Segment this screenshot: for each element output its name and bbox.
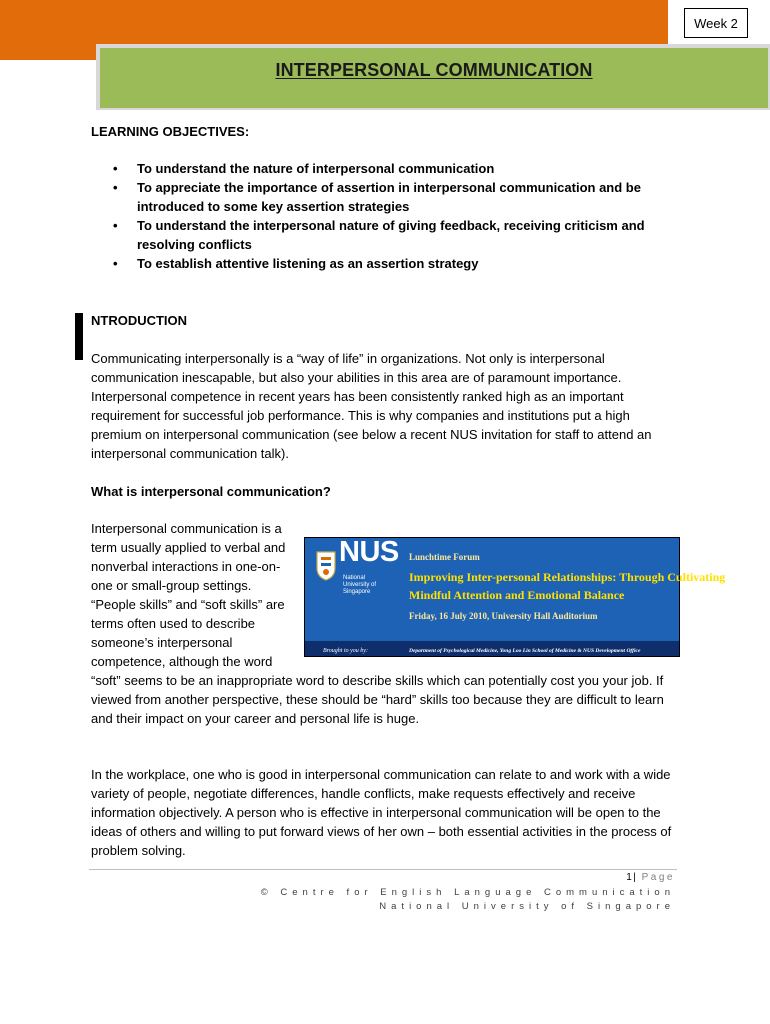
banner-bottom-strip <box>305 641 679 656</box>
page-separator: | <box>633 872 638 883</box>
introduction-paragraph: Communicating interpersonally is a “way of life” in organizations. Not only is interpersonal communication inescapable, but also your abilities in this area are of paramount importance. Interpersonal competence in recent years has been consistently ranked high as an important requirement for successful job performance. This is why companies and institutions put a high premium on interpersonal communication (see below a recent NUS invitation for staff to attend an interpersonal communication talk). <box>91 351 652 461</box>
definition-block <box>91 519 726 728</box>
page-label: Page <box>641 872 675 883</box>
definition-paragraph: Interpersonal communication is a term usually applied to verbal and nonverbal interactions in one-on-one or small-group settings. “People skills” and “soft skills” are terms often used to describe someone’s interpersonal competence, although the word “soft” seems to be an inappropriate word to describe skills which can potentially cost you your job. If viewed from another perspective, these should be “hard” skills too because they are difficult to learn and their impact on your career and personal life is huge. <box>91 521 664 726</box>
introduction-heading: NTRODUCTION <box>91 313 188 328</box>
list-item: • To establish attentive listening as an assertion strategy <box>91 254 671 273</box>
learning-objectives-heading: LEARNING OBJECTIVES: <box>91 124 250 139</box>
banner-title-line-1: Improving Inter-personal Relationships: Through Cultivating <box>409 570 726 584</box>
nus-logo-subtitle: National University of Singapore <box>343 575 377 595</box>
title-bar <box>100 48 768 108</box>
workplace-paragraph: In the workplace, one who is good in interpersonal communication can relate to and work with a wide variety of people, negotiate differences, handle conflicts, make requests effectively and receive information objectively. A person who is effective in interpersonal communication will be open to the ideas of others and willing to put forward views of her own – both essential activities in the process of problem solving. <box>91 767 672 858</box>
footer-page-number <box>400 872 675 883</box>
objectives-list <box>91 159 671 273</box>
nus-crest-icon <box>315 550 337 582</box>
list-item: • To appreciate the importance of assertion in interpersonal communication and be introduced to some key assertion strategies <box>91 178 671 216</box>
dropcap-letter-i <box>75 313 83 360</box>
footer-university: National University of Singapore <box>379 901 675 912</box>
page-title: INTERPERSONAL COMMUNICATION <box>275 59 593 80</box>
banner-date: Friday, 16 July 2010, University Hall Auditorium <box>409 611 598 621</box>
nus-lunchtime-forum-banner <box>304 536 726 657</box>
banner-title-line-2: Mindful Attention and Emotional Balance <box>409 588 625 602</box>
banner-brought-by: Brought to you by: <box>323 648 368 654</box>
definition-heading: What is interpersonal communication? <box>91 484 331 499</box>
footer-centre: © Centre for English Language Communication <box>260 887 675 898</box>
footer-divider <box>89 869 677 870</box>
banner-wrapper <box>304 521 726 658</box>
page-number: 1 <box>626 872 634 883</box>
list-item: • To understand the nature of interpersonal communication <box>91 159 671 178</box>
banner-forum-label: Lunchtime Forum <box>409 552 480 562</box>
list-item: • To understand the interpersonal nature of giving feedback, receiving criticism and resolving conflicts <box>91 216 671 254</box>
nus-logo-text: NUS <box>339 536 399 568</box>
banner-organisers: Department of Psychological Medicine, Yong Loo Lin School of Medicine & NUS Development Office <box>409 648 641 654</box>
week-label: Week 2 <box>684 8 748 38</box>
